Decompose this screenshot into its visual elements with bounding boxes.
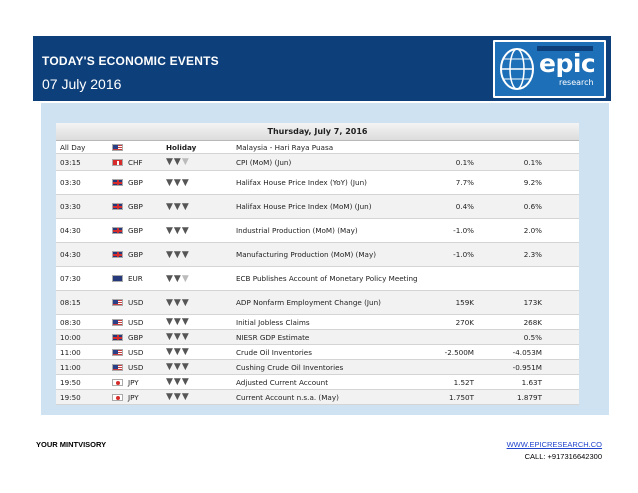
bull-icon: ▼ [166, 347, 174, 357]
actual-value: 1.750T [449, 392, 474, 402]
bull-icon: ▼ [173, 347, 182, 357]
table-row[interactable] [56, 243, 579, 267]
event-time: 04:30 [60, 226, 81, 235]
country-flag-icon [112, 275, 123, 282]
currency-code: USD [128, 347, 144, 357]
importance-cell [166, 345, 216, 359]
event-name[interactable]: ECB Publishes Account of Monetary Policy Meeting [236, 274, 418, 283]
country-flag-cell [112, 345, 126, 359]
bull-icon: ▼ [173, 377, 182, 387]
bull-icon: ▼ [181, 249, 190, 260]
forecast-value [482, 141, 542, 153]
bull-icon: ▼ [173, 332, 182, 342]
bull-icon: ▼ [173, 201, 182, 212]
bull-icon: ▼ [173, 297, 182, 308]
country-flag-icon [112, 227, 123, 234]
importance-cell [166, 154, 216, 170]
actual-value: 7.7% [455, 178, 474, 187]
actual-value: 0.1% [455, 157, 474, 167]
currency-code: USD [128, 362, 144, 372]
table-row[interactable] [56, 141, 579, 154]
bull-icon: ▼ [173, 249, 182, 260]
bull-icon: ▼ [181, 297, 190, 308]
table-row[interactable] [56, 330, 579, 345]
bull-icon: ▼ [166, 362, 174, 372]
event-time: 03:15 [60, 157, 81, 167]
country-flag-icon [112, 349, 123, 356]
event-time: 03:30 [60, 178, 81, 187]
table-row[interactable] [56, 315, 579, 330]
country-flag-cell [112, 291, 126, 314]
actual-value: -1.0% [453, 226, 474, 235]
forecast-value: 268K [523, 317, 542, 327]
currency-code: GBP [128, 250, 143, 259]
event-time: 08:30 [60, 317, 81, 327]
bull-icon: ▼ [181, 201, 190, 212]
calendar-rows [56, 141, 579, 405]
logo-wordmark: epic [539, 49, 596, 78]
forecast-value: 173K [523, 298, 542, 307]
actual-value: 0.4% [455, 202, 474, 211]
forecast-value: 1.879T [517, 392, 542, 402]
forecast-value [482, 267, 542, 290]
forecast-value: 2.0% [523, 226, 542, 235]
bull-icon: ▼ [166, 297, 174, 308]
event-name[interactable]: Current Account n.s.a. (May) [236, 392, 339, 402]
event-time: All Day [60, 142, 86, 152]
country-flag-cell [112, 243, 126, 266]
currency-code: JPY [128, 377, 139, 387]
bull-icon: ▼ [181, 377, 190, 387]
event-time: 04:30 [60, 250, 81, 259]
bull-icon: ▼ [173, 273, 182, 284]
bull-icon: ▼ [181, 273, 190, 284]
currency-code: JPY [128, 392, 139, 402]
currency-code [128, 141, 158, 153]
economic-calendar-table [56, 123, 579, 405]
bull-icon: ▼ [173, 225, 182, 236]
event-name[interactable]: NIESR GDP Estimate [236, 332, 310, 342]
bull-icon: ▼ [166, 249, 174, 260]
bull-icon: ▼ [181, 317, 190, 327]
event-name[interactable]: Halifax House Price Index (MoM) (Jun) [236, 202, 372, 211]
footer-tagline: YOUR MINTVISORY [36, 440, 107, 449]
table-row[interactable] [56, 375, 579, 390]
bull-icon: ▼ [166, 317, 174, 327]
bull-icon: ▼ [173, 362, 182, 372]
bull-icon: ▼ [166, 332, 174, 342]
actual-value [416, 141, 474, 153]
bull-icon: ▼ [173, 392, 182, 402]
event-name[interactable]: Halifax House Price Index (YoY) (Jun) [236, 178, 367, 187]
country-flag-cell [112, 219, 126, 242]
currency-code: GBP [128, 226, 143, 235]
country-flag-cell [112, 375, 126, 389]
bull-icon: ▼ [166, 177, 174, 188]
importance-cell [166, 375, 216, 389]
table-row[interactable] [56, 267, 579, 291]
event-name[interactable]: Industrial Production (MoM) (May) [236, 226, 358, 235]
bull-icon: ▼ [166, 273, 174, 284]
page-title: TODAY'S ECONOMIC EVENTS [42, 54, 219, 68]
bull-icon: ▼ [181, 157, 190, 167]
country-flag-cell [112, 195, 126, 218]
importance-cell [166, 315, 216, 329]
country-flag-icon [112, 319, 123, 326]
forecast-value: -4.053M [512, 347, 542, 357]
country-flag-icon [112, 179, 123, 186]
forecast-value: 0.6% [523, 202, 542, 211]
globe-icon [497, 44, 537, 94]
country-flag-cell [112, 390, 126, 404]
currency-code: EUR [128, 274, 143, 283]
event-time: 19:50 [60, 392, 81, 402]
importance-cell [166, 291, 216, 314]
currency-code: USD [128, 298, 144, 307]
forecast-value: 1.63T [521, 377, 542, 387]
country-flag-icon [112, 364, 123, 371]
country-flag-cell [112, 360, 126, 374]
event-time: 19:50 [60, 377, 81, 387]
bull-icon: ▼ [181, 362, 190, 372]
forecast-value: -0.951M [512, 362, 542, 372]
currency-code: CHF [128, 157, 143, 167]
importance-cell [166, 141, 216, 153]
country-flag-icon [112, 251, 123, 258]
event-time: 07:30 [60, 274, 81, 283]
country-flag-icon [112, 299, 123, 306]
forecast-value: 0.5% [523, 332, 542, 342]
actual-value [416, 360, 474, 374]
table-row[interactable] [56, 171, 579, 195]
bull-icon: ▼ [166, 201, 174, 212]
event-name[interactable]: Initial Jobless Claims [236, 317, 310, 327]
forecast-value: 9.2% [523, 178, 542, 187]
event-name[interactable]: Malaysia - Hari Raya Puasa [236, 142, 334, 152]
importance-cell [166, 390, 216, 404]
event-name[interactable]: ADP Nonfarm Employment Change (Jun) [236, 298, 381, 307]
bull-icon: ▼ [166, 157, 174, 167]
country-flag-icon [112, 379, 123, 386]
bull-icon: ▼ [181, 225, 190, 236]
country-flag-icon [112, 334, 123, 341]
country-flag-cell [112, 171, 126, 194]
country-flag-icon [112, 394, 123, 401]
event-time: 10:00 [60, 332, 81, 342]
holiday-label: Holiday [166, 142, 197, 152]
event-name[interactable]: Crude Oil Inventories [236, 347, 312, 357]
event-time: 03:30 [60, 202, 81, 211]
table-row[interactable] [56, 195, 579, 219]
country-flag-icon [112, 159, 123, 166]
table-row[interactable] [56, 291, 579, 315]
table-row[interactable] [56, 154, 579, 171]
country-flag-cell [112, 330, 126, 344]
actual-value: 159K [455, 298, 474, 307]
bull-icon: ▼ [166, 392, 174, 402]
bull-icon: ▼ [173, 177, 182, 188]
table-row[interactable] [56, 360, 579, 375]
currency-code: GBP [128, 178, 143, 187]
bull-icon: ▼ [181, 347, 190, 357]
actual-value: 1.52T [453, 377, 474, 387]
importance-cell [166, 171, 216, 194]
table-row[interactable] [56, 345, 579, 360]
bull-icon: ▼ [173, 317, 182, 327]
currency-code: USD [128, 317, 144, 327]
importance-cell [166, 330, 216, 344]
bull-icon: ▼ [166, 225, 174, 236]
actual-value: -1.0% [453, 250, 474, 259]
logo-subtitle: research [559, 78, 594, 87]
importance-cell [166, 243, 216, 266]
actual-value: -2.500M [444, 347, 474, 357]
country-flag-cell [112, 154, 126, 170]
importance-cell [166, 219, 216, 242]
bull-icon: ▼ [181, 332, 190, 342]
epic-research-logo [493, 40, 606, 98]
actual-value [416, 267, 474, 290]
forecast-value: 2.3% [523, 250, 542, 259]
country-flag-cell [112, 315, 126, 329]
forecast-value: 0.1% [523, 157, 542, 167]
country-flag-icon [112, 144, 123, 151]
country-flag-cell [112, 267, 126, 290]
currency-code: GBP [128, 332, 143, 342]
bull-icon: ▼ [181, 177, 190, 188]
table-row[interactable] [56, 390, 579, 405]
event-time: 11:00 [60, 347, 81, 357]
calendar-day-header: Thursday, July 7, 2016 [56, 123, 579, 141]
footer-phone: CALL: +917316642300 [524, 452, 602, 461]
bull-icon: ▼ [173, 157, 182, 167]
event-name[interactable]: Manufacturing Production (MoM) (May) [236, 250, 377, 259]
footer-website-link[interactable]: WWW.EPICRESEARCH.CO [506, 440, 602, 449]
country-flag-cell [112, 141, 126, 153]
importance-cell [166, 360, 216, 374]
importance-cell [166, 267, 216, 290]
event-time: 11:00 [60, 362, 81, 372]
header-banner [33, 36, 611, 101]
country-flag-icon [112, 203, 123, 210]
table-row[interactable] [56, 219, 579, 243]
bull-icon: ▼ [181, 392, 190, 402]
currency-code: GBP [128, 202, 143, 211]
event-time: 08:15 [60, 298, 81, 307]
importance-cell [166, 195, 216, 218]
logo-background [495, 42, 604, 96]
actual-value: 270K [455, 317, 474, 327]
actual-value [416, 330, 474, 344]
page-date: 07 July 2016 [42, 76, 122, 92]
event-name[interactable]: CPI (MoM) (Jun) [236, 157, 292, 167]
event-name[interactable]: Adjusted Current Account [236, 377, 329, 387]
bull-icon: ▼ [166, 377, 174, 387]
event-name[interactable]: Cushing Crude Oil Inventories [236, 362, 344, 372]
